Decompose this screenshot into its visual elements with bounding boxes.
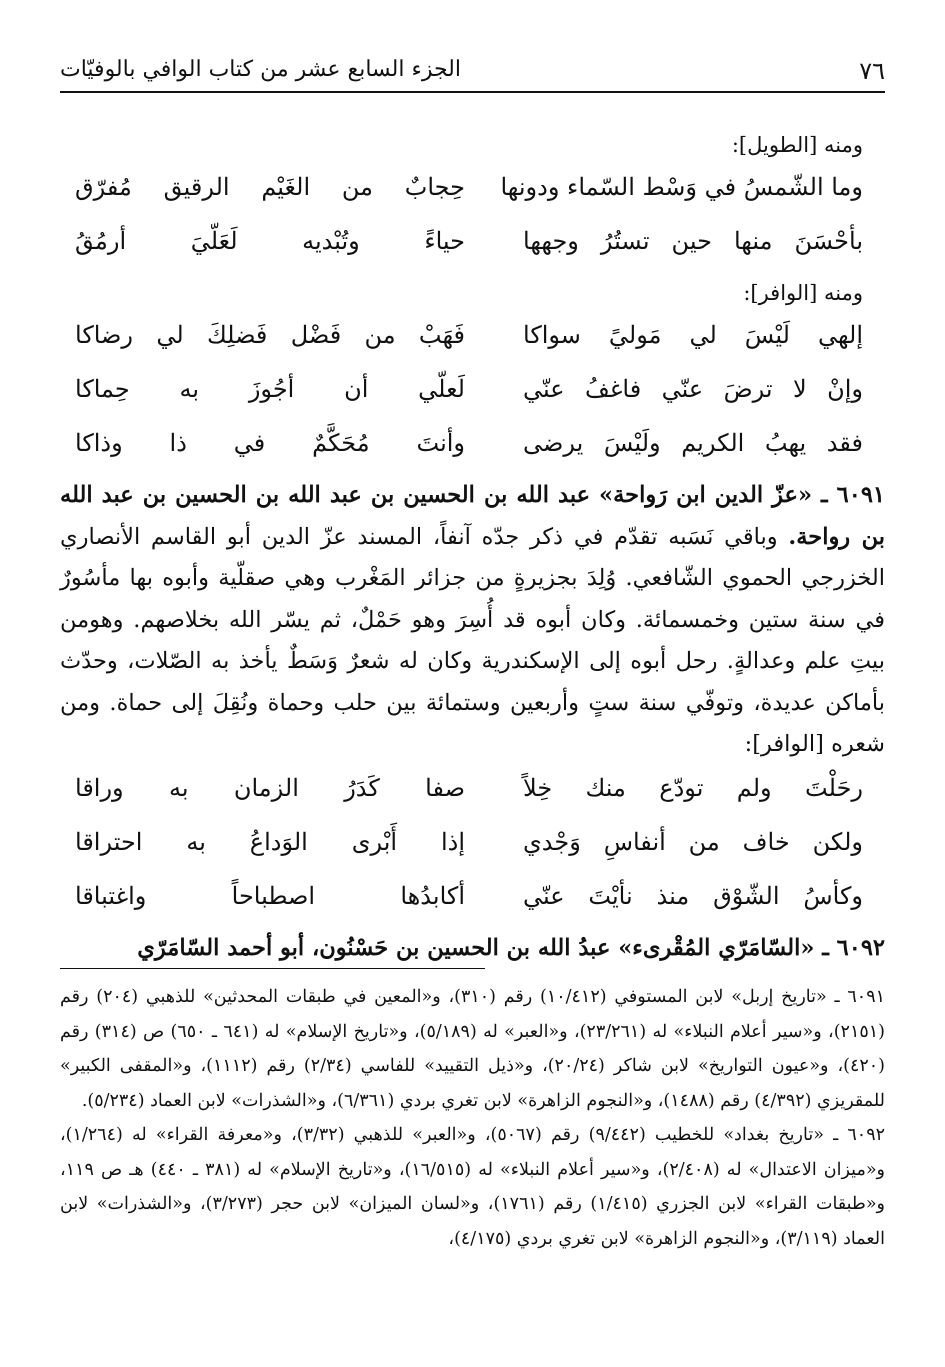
verse-first-hemistich: ولكن خاف من أنفاسِ وَجْدي bbox=[523, 827, 863, 856]
footnotes bbox=[60, 980, 885, 1256]
verse-line bbox=[60, 766, 885, 820]
verse-line bbox=[60, 367, 885, 421]
verse-second-hemistich: صفا كَدَرُ الزمان به وراقا bbox=[75, 773, 465, 802]
verse-second-hemistich: أكابدُها اصطباحاً واغتباقا bbox=[75, 881, 465, 910]
poem-intro: ومنه [الوافر]: bbox=[743, 281, 863, 305]
footnote-separator bbox=[60, 968, 485, 969]
verse-second-hemistich: إذا أَبْرى الوَداعُ به احتراقا bbox=[75, 827, 465, 856]
entry-heading: ٦٠٩٢ ـ «السّامَرّي المُقْرىء» عبدُ الله بن الحسين بن حَسْنُون، أبو أحمد السّامَرّي bbox=[137, 934, 885, 961]
verse-first-hemistich: وإنْ لا ترضَ عنّي فاغفُ عنّي bbox=[523, 375, 863, 403]
verse-second-hemistich: حِجابٌ من الغَيْم الرقيق مُفرّق bbox=[75, 173, 465, 201]
verse-second-hemistich: وأنتَ مُحَكَّمٌ في ذا وذاكا bbox=[75, 429, 465, 457]
verse-line bbox=[60, 874, 885, 928]
entry-body: وباقي نَسَبه تقدّم في ذكر جدّه آنفاً، المسند عزّ الدين أبو القاسم الأنصاري الخزرجي الحموي الشّافعي. وُلِدَ بجزيرةٍ من جزائر المَغْرب وهي صقلّية وأبوه بها مأسُورٌ في سنة ستين وخمسمائة. وكان أبوه قد أُسِرَ وهو حَمْلٌ، ثم يسّر الله بخلاصهم. وهومن بيتِ علم وعدالةٍ. رحل أبوه إلى الإسكندرية وكان له شعرٌ وَسَطٌ يأخذ به الصّلات، وحدّث بأماكن عديدة، وتوفّي سنة ستٍ وأربعين وستمائة بين حلب وحماة ونُقِلَ إلى حماة. ومن شعره [الوافر]: bbox=[60, 523, 885, 757]
poem-intro: ومنه [الطويل]: bbox=[731, 133, 863, 157]
verse-first-hemistich: إلهي لَيْسَ لي مَوليً سواكا bbox=[523, 321, 863, 349]
verse-line bbox=[60, 820, 885, 874]
verse-line bbox=[60, 219, 885, 273]
main-text bbox=[60, 125, 885, 969]
verse-line bbox=[60, 165, 885, 219]
page-number: ٧٦ bbox=[859, 57, 885, 85]
verse-line bbox=[60, 313, 885, 367]
entry-heading: ٦٠٩١ ـ «عزّ الدين ابن رَواحة» عبد الله بن الحسين بن عبد الله بن الحسين بن عبد الله بن رواحة. bbox=[60, 482, 885, 550]
verse-first-hemistich: وكأسُ الشّوْق منذ نأيْتَ عنّي bbox=[523, 881, 863, 910]
verse-second-hemistich: فَهَبْ من فَضْل فَضلِكَ لي رضاكا bbox=[75, 321, 465, 349]
verse-second-hemistich: لَعلّي أن أجُوزَ به حِماكا bbox=[75, 375, 465, 403]
biography-entry-6092 bbox=[60, 928, 885, 970]
verse-first-hemistich: فقد يهبُ الكريم ولَيْسَ يرضى bbox=[523, 429, 863, 457]
verse-first-hemistich: بأحْسَنَ منها حين تستُرُ وجهها bbox=[523, 227, 863, 255]
verse-first-hemistich: رحَلْتَ ولم تودّع منك خِلاً bbox=[523, 773, 863, 802]
footnote-6092: ٦٠٩٢ ـ «تاريخ بغداد» للخطيب (٩/٤٤٢) رقم (٥٠٦٧)، و«العبر» للذهبي (٣/٣٢)، و«معرفة القراء» له (١/٢٦٤)، و«ميزان الاعتدال» له (٢/٤٠٨)، و«سير أعلام النبلاء» له (١٦/٥١٥)، و«تاريخ الإسلام» له (٣٨١ ـ ٤٤٠) هـ ص ١١٩، و«طبقات القراء» لابن الجزري (١/٤١٥) رقم (١٧٦١)، و«لسان الميزان» لابن حجر (٣/٢٧٣)، و«الشذرات» لابن العماد (٣/١١٩)، و«النجوم الزاهرة» لابن تغري بردي (٤/١٧٥)، bbox=[60, 1125, 885, 1249]
biography-entry-6091 bbox=[60, 475, 885, 766]
verse-first-hemistich: وما الشّمسُ في وَسْط السّماء ودونها bbox=[500, 173, 863, 201]
page-header bbox=[60, 55, 885, 93]
running-title: الجزء السابع عشر من كتاب الوافي بالوفيّات bbox=[60, 57, 461, 82]
footnote-6091: ٦٠٩١ ـ «تاريخ إربل» لابن المستوفي (١٠/٤١٢) رقم (٣١٠)، و«المعين في طبقات المحدثين» للذهبي (٢٠٤) رقم (٢١٥١)، و«سير أعلام النبلاء» له (٢٣/٢٦١)، و«العبر» له (٥/١٨٩)، و«تاريخ الإسلام» له (٦٤١ ـ ٦٥٠) ص (٣١٤) رقم (٤٢٠)، و«عيون التواريخ» لابن شاكر (٢٠/٢٤)، و«ذيل التقييد» للفاسي (٢/٣٤) رقم (١١١٢)، و«المقفى الكبير» للمقريزي (٤/٣٩٢) رقم (١٤٨٨)، و«النجوم الزاهرة» لابن تغري بردي (٦/٣٦١)، و«الشذرات» لابن العماد (٥/٢٣٤). bbox=[60, 987, 885, 1111]
verse-line bbox=[60, 421, 885, 475]
verse-second-hemistich: حياءً وتُبْديه لَعَلّيَ أرمُقُ bbox=[75, 227, 465, 255]
